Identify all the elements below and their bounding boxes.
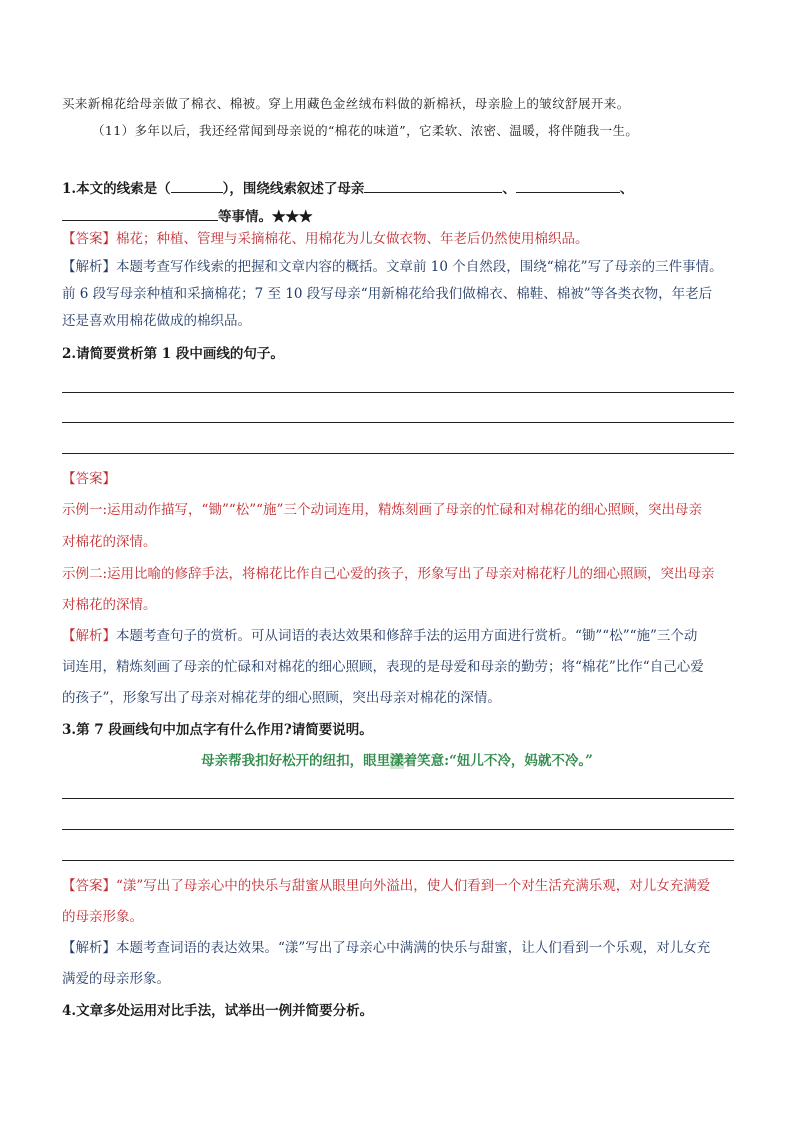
question-1-text-a: 1.本文的线索是（ bbox=[62, 181, 171, 197]
answer-line bbox=[62, 422, 734, 423]
quote-highlight-char: 漾 bbox=[390, 753, 404, 769]
story-line-2: （11）多年以后，我还经常闻到母亲说的“棉花的味道”，它柔软、浓密、温暖，将伴随我一生。 bbox=[92, 123, 639, 138]
analysis-text: 本题考查词语的表达效果。“漾”写出了母亲心中满满的快乐与甜蜜，让人们看到一个乐观，对儿女充 bbox=[116, 940, 711, 956]
question-3-title: 3.第 7 段画线句中加点字有什么作用?请简要说明。 bbox=[62, 722, 373, 738]
answer-line bbox=[62, 453, 734, 454]
question-2-title: 2.请简要赏析第 1 段中画线的句子。 bbox=[62, 346, 284, 362]
question-3-answer-line-2: 的母亲形象。 bbox=[62, 909, 143, 925]
answer-line bbox=[62, 798, 734, 799]
question-2-answer-tag: 【答案】 bbox=[62, 471, 116, 487]
analysis-tag: 【解析】 bbox=[62, 940, 116, 956]
question-1-analysis-line-2: 前 6 段写母亲种植和采摘棉花；7 至 10 段写母亲“用新棉花给我们做棉衣、棉鞋、棉被”等各类衣物，年老后 bbox=[62, 286, 713, 302]
question-1-analysis-line-1 bbox=[62, 261, 734, 275]
question-4-title: 4.文章多处运用对比手法，试举出一例并简要分析。 bbox=[62, 1003, 374, 1019]
answer-tag: 【答案】 bbox=[62, 878, 116, 894]
question-1-text-c: 等事情。★★★ bbox=[218, 209, 313, 225]
quote-text-a: 母亲帮我扣好松开的纽扣，眼里 bbox=[201, 753, 391, 769]
analysis-tag: 【解析】 bbox=[62, 628, 116, 644]
question-2-analysis-line-1 bbox=[62, 630, 734, 644]
analysis-text: 本题考查写作线索的把握和文章内容的概括。文章前 10 个自然段，围绕“棉花”写了母亲的三件事情。 bbox=[116, 259, 723, 275]
question-2-example-2-line-2: 对棉花的深情。 bbox=[62, 597, 157, 613]
question-1-sep-2: 、 bbox=[619, 181, 634, 197]
answer-line bbox=[62, 860, 734, 861]
question-1-line-1 bbox=[62, 179, 734, 197]
analysis-tag: 【解析】 bbox=[62, 259, 116, 275]
answer-tag: 【答案】 bbox=[62, 231, 116, 247]
question-3-analysis-line-2: 满爱的母亲形象。 bbox=[62, 971, 170, 987]
question-2-example-2-line-1: 示例二:运用比喻的修辞手法，将棉花比作自己心爱的孩子，形象写出了母亲对棉花籽儿的细心照顾，突出母亲 bbox=[62, 566, 715, 582]
question-1-line-2 bbox=[62, 207, 734, 225]
answer-line bbox=[62, 392, 734, 393]
question-3-quote bbox=[0, 755, 794, 769]
question-1-text-b: ），围绕线索叙述了母亲 bbox=[222, 181, 365, 197]
blank-2 bbox=[364, 179, 502, 193]
answer-text: 棉花；种植、管理与采摘棉花、用棉花为儿女做衣物、年老后仍然使用棉织品。 bbox=[116, 231, 589, 247]
blank-1 bbox=[171, 179, 223, 193]
question-2-analysis-line-3: 的孩子”，形象写出了母亲对棉花芽的细心照顾，突出母亲对棉花的深情。 bbox=[62, 690, 501, 706]
blank-4 bbox=[62, 207, 218, 221]
quote-text-b: 着笑意:“妞儿不冷，妈就不冷。” bbox=[403, 753, 593, 769]
question-2-example-1-line-1: 示例一:运用动作描写，“锄”“松”“施”三个动词连用，精炼刻画了母亲的忙碌和对棉花的细心照顾，突出母亲 bbox=[62, 502, 702, 518]
question-1-analysis-line-3: 还是喜欢用棉花做成的棉织品。 bbox=[62, 313, 251, 329]
story-line-1: 买来新棉花给母亲做了棉衣、棉被。穿上用藏色金丝绒布料做的新棉袄，母亲脸上的皱纹舒展开来。 bbox=[62, 96, 630, 111]
blank-3 bbox=[516, 179, 620, 193]
question-2-example-1-line-2: 对棉花的深情。 bbox=[62, 534, 157, 550]
question-1-sep-1: 、 bbox=[502, 181, 516, 197]
answer-text: “漾”写出了母亲心中的快乐与甜蜜从眼里向外溢出，使人们看到一个对生活充满乐观，对儿女充满爱 bbox=[116, 878, 711, 894]
question-1-answer bbox=[62, 233, 734, 247]
answer-line bbox=[62, 829, 734, 830]
question-2-analysis-line-2: 词连用，精炼刻画了母亲的忙碌和对棉花的细心照顾，表现的是母爱和母亲的勤劳；将“棉花”比作“自己心爱 bbox=[62, 659, 704, 675]
question-3-answer-line-1 bbox=[62, 880, 734, 894]
analysis-text: 本题考查句子的赏析。可从词语的表达效果和修辞手法的运用方面进行赏析。“锄”“松”“施”三个动 bbox=[116, 628, 698, 644]
question-3-analysis-line-1 bbox=[62, 942, 734, 956]
